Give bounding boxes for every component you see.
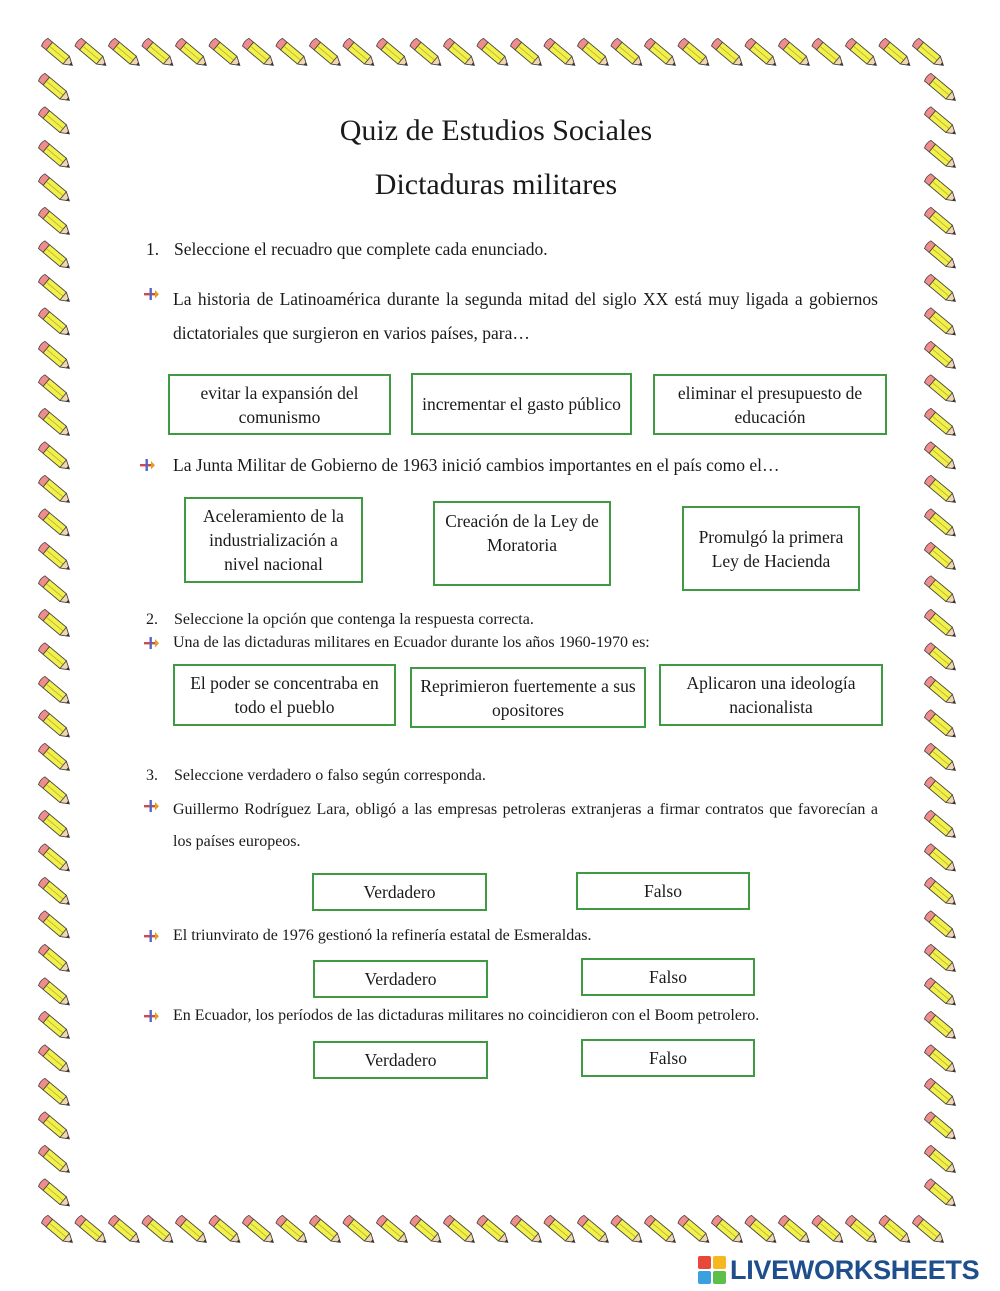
- section1-instruction: Seleccione el recuadro que complete cada enunciado.: [174, 239, 548, 259]
- pencil-icon: [644, 38, 679, 69]
- s2-q1-text: Una de las dictaduras militares en Ecuador durante los años 1960-1970 es:: [173, 634, 650, 651]
- pencil-icon: [811, 1215, 846, 1246]
- pencil-icon: [924, 475, 959, 506]
- pencil-icon: [208, 1215, 243, 1246]
- pencil-icon: [38, 240, 73, 271]
- pencil-icon: [38, 877, 73, 908]
- pencil-icon: [924, 709, 959, 740]
- s1-q2-option-2[interactable]: Creación de la Ley de Moratoria: [433, 501, 611, 586]
- pencil-icon: [38, 408, 73, 439]
- s1-q1-option-2[interactable]: incrementar el gasto público: [411, 373, 632, 435]
- pencil-icon: [74, 1215, 109, 1246]
- pencil-icon: [912, 1215, 947, 1246]
- pencil-icon: [924, 843, 959, 874]
- pencil-icon: [543, 1215, 578, 1246]
- pencil-icon: [38, 910, 73, 941]
- pencil-icon: [711, 1215, 746, 1246]
- pencil-icon: [376, 1215, 411, 1246]
- pencil-icon: [38, 441, 73, 472]
- pencil-icon: [38, 73, 73, 104]
- pencil-icon: [543, 38, 578, 69]
- pencil-icon: [711, 38, 746, 69]
- pencil-icon: [141, 1215, 176, 1246]
- pencil-icon: [924, 1145, 959, 1176]
- pencil-icon: [778, 1215, 813, 1246]
- s3-q2-false-button[interactable]: Falso: [581, 958, 755, 996]
- pencil-icon: [38, 542, 73, 573]
- pencil-icon: [38, 475, 73, 506]
- pencil-icon: [924, 609, 959, 640]
- pencil-icon: [878, 1215, 913, 1246]
- page-title: Quiz de Estudios Sociales: [339, 114, 653, 147]
- pencil-icon: [141, 38, 176, 69]
- pencil-icon: [811, 38, 846, 69]
- section2-instruction: Seleccione la opción que contenga la respuesta correcta.: [174, 611, 534, 628]
- pencil-icon: [38, 508, 73, 539]
- pencil-icon: [644, 1215, 679, 1246]
- pencil-icon: [38, 843, 73, 874]
- pencil-icon: [38, 341, 73, 372]
- s1-q1-text: La historia de Latinoamérica durante la segunda mitad del siglo XX está muy ligada a gobiernos dictatoriales que surgieron en varios países, para…: [173, 289, 878, 343]
- pencil-icon: [610, 1215, 645, 1246]
- pencil-icon: [845, 1215, 880, 1246]
- pencil-icon: [38, 1078, 73, 1109]
- pencil-icon: [175, 38, 210, 69]
- pencil-icon: [924, 910, 959, 941]
- pencil-icon: [924, 944, 959, 975]
- pencil-icon: [924, 977, 959, 1008]
- pencil-icon: [924, 341, 959, 372]
- pencil-icon: [924, 1011, 959, 1042]
- pencil-icon: [74, 38, 109, 69]
- section3-instruction: Seleccione verdadero o falso según corresponda.: [174, 767, 486, 784]
- pencil-icon: [924, 575, 959, 606]
- pencil-icon: [38, 944, 73, 975]
- s3-q1-false-button[interactable]: Falso: [576, 872, 750, 910]
- pencil-icon: [924, 1078, 959, 1109]
- s1-q1-option-1[interactable]: evitar la expansión del comunismo: [168, 374, 391, 435]
- s3-q1-true-button[interactable]: Verdadero: [312, 873, 487, 911]
- pencil-icon: [744, 1215, 779, 1246]
- pencil-icon: [38, 609, 73, 640]
- cross-arrow-bullet-icon: [142, 1007, 160, 1025]
- pencil-icon: [38, 743, 73, 774]
- pencil-icon: [924, 877, 959, 908]
- pencil-icon: [677, 1215, 712, 1246]
- liveworksheets-logo[interactable]: [698, 1254, 979, 1286]
- pencil-icon: [924, 1178, 959, 1209]
- s3-q1-text: Guillermo Rodríguez Lara, obligó a las empresas petroleras extranjeras a firmar contratos que favorecían a los países europeos.: [173, 801, 878, 850]
- pencil-icon: [443, 1215, 478, 1246]
- cross-arrow-bullet-icon: [138, 456, 156, 474]
- pencil-icon: [924, 1044, 959, 1075]
- pencil-icon: [744, 38, 779, 69]
- pencil-icon: [208, 38, 243, 69]
- cross-arrow-bullet-icon: [142, 634, 160, 652]
- pencil-icon: [577, 1215, 612, 1246]
- pencil-icon: [38, 1044, 73, 1075]
- pencil-icon: [108, 38, 143, 69]
- pencil-icon: [924, 408, 959, 439]
- pencil-icon: [38, 1111, 73, 1142]
- section2-number: 2.: [146, 611, 158, 628]
- pencil-icon: [924, 810, 959, 841]
- pencil-icon: [610, 38, 645, 69]
- pencil-icon: [924, 1111, 959, 1142]
- pencil-icon: [924, 776, 959, 807]
- liveworksheets-logo-text: LIVEWORKSHEETS: [730, 1254, 980, 1285]
- pencil-icon: [510, 38, 545, 69]
- pencil-icon: [878, 38, 913, 69]
- pencil-icon: [924, 441, 959, 472]
- pencil-icon: [577, 38, 612, 69]
- pencil-icon: [309, 38, 344, 69]
- pencil-icon: [443, 38, 478, 69]
- pencil-icon: [409, 1215, 444, 1246]
- pencil-icon: [275, 38, 310, 69]
- pencil-icon: [476, 1215, 511, 1246]
- s3-q3-false-button[interactable]: Falso: [581, 1039, 755, 1077]
- pencil-icon: [275, 1215, 310, 1246]
- pencil-icon: [778, 38, 813, 69]
- pencil-icon: [376, 38, 411, 69]
- pencil-icon: [912, 38, 947, 69]
- pencil-icon: [924, 274, 959, 305]
- section1-number: 1.: [146, 239, 160, 259]
- cross-arrow-bullet-icon: [142, 927, 160, 945]
- s3-q2-text: El triunvirato de 1976 gestionó la refinería estatal de Esmeraldas.: [173, 927, 592, 944]
- pencil-icon: [242, 38, 277, 69]
- pencil-icon: [924, 508, 959, 539]
- pencil-icon: [845, 38, 880, 69]
- pencil-icon: [38, 1011, 73, 1042]
- pencil-icon: [38, 274, 73, 305]
- s1-q2-option-1[interactable]: Aceleramiento de la industrialización a nivel nacional: [184, 497, 363, 583]
- pencil-icon: [38, 776, 73, 807]
- pencil-icon: [38, 1178, 73, 1209]
- pencil-icon: [924, 374, 959, 405]
- pencil-icon: [38, 676, 73, 707]
- s3-q2-true-button[interactable]: Verdadero: [313, 960, 488, 998]
- pencil-icon: [924, 240, 959, 271]
- pencil-icon: [924, 207, 959, 238]
- liveworksheets-logo-icon: [698, 1256, 726, 1284]
- s1-q1-option-3[interactable]: eliminar el presupuesto de educación: [653, 374, 887, 435]
- pencil-icon: [409, 38, 444, 69]
- pencil-icon: [342, 38, 377, 69]
- pencil-icon: [38, 1145, 73, 1176]
- pencil-icon: [924, 676, 959, 707]
- pencil-icon: [924, 307, 959, 338]
- s3-q3-text: En Ecuador, los períodos de las dictaduras militares no coincidieron con el Boom petrolero.: [173, 1007, 760, 1024]
- s1-q2-text: La Junta Militar de Gobierno de 1963 inició cambios importantes en el país como el…: [173, 455, 780, 475]
- pencil-icon: [38, 709, 73, 740]
- section3-number: 3.: [146, 767, 158, 784]
- pencil-icon: [924, 642, 959, 673]
- pencil-icon: [510, 1215, 545, 1246]
- cross-arrow-bullet-icon: [142, 797, 160, 815]
- pencil-icon: [108, 1215, 143, 1246]
- pencil-icon: [38, 977, 73, 1008]
- s3-q3-true-button[interactable]: Verdadero: [313, 1041, 488, 1079]
- pencil-icon: [342, 1215, 377, 1246]
- pencil-icon: [242, 1215, 277, 1246]
- s1-q2-option-3[interactable]: Promulgó la primera Ley de Hacienda: [682, 506, 860, 591]
- pencil-icon: [309, 1215, 344, 1246]
- s2-q1-option-3[interactable]: Aplicaron una ideología nacionalista: [659, 664, 883, 726]
- pencil-icon: [924, 743, 959, 774]
- s2-q1-option-1[interactable]: El poder se concentraba en todo el pueblo: [173, 664, 396, 726]
- pencil-icon: [38, 307, 73, 338]
- pencil-icon: [41, 1215, 76, 1246]
- pencil-icon: [476, 38, 511, 69]
- pencil-icon: [38, 207, 73, 238]
- cross-arrow-bullet-icon: [142, 285, 160, 303]
- pencil-icon: [175, 1215, 210, 1246]
- pencil-icon: [677, 38, 712, 69]
- s2-q1-option-2[interactable]: Reprimieron fuertemente a sus opositores: [410, 667, 646, 728]
- pencil-icon: [924, 73, 959, 104]
- pencil-icon: [38, 810, 73, 841]
- pencil-icon: [924, 542, 959, 573]
- pencil-icon: [38, 374, 73, 405]
- pencil-icon: [41, 38, 76, 69]
- pencil-icon: [38, 642, 73, 673]
- page-subtitle: Dictaduras militares: [374, 168, 618, 201]
- pencil-icon: [38, 575, 73, 606]
